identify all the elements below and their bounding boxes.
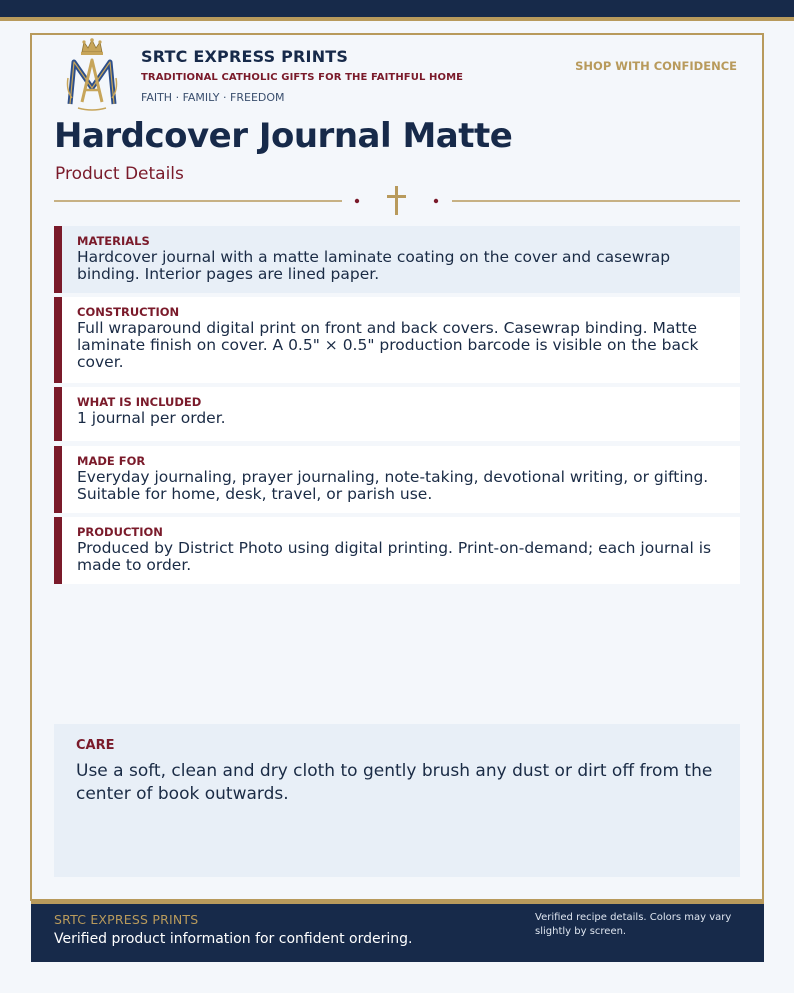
section-production (54, 517, 740, 584)
section-made-for (54, 446, 740, 513)
footer-brand: SRTC EXPRESS PRINTS (54, 912, 199, 927)
section-label: MATERIALS (77, 234, 150, 248)
top-gold-stripe (0, 17, 794, 21)
care-label: CARE (76, 738, 115, 753)
shop-with-confidence-label: SHOP WITH CONFIDENCE (575, 59, 737, 73)
brand-name: SRTC EXPRESS PRINTS (141, 47, 349, 66)
section-label: PRODUCTION (77, 525, 163, 539)
top-banner-bar (0, 0, 794, 17)
care-body: Use a soft, clean and dry cloth to gently brush any dust or dirt off from the center of book outwards. (76, 761, 713, 804)
page-title: Hardcover Journal Matte (54, 116, 513, 156)
cross-divider (54, 182, 740, 218)
section-body: Hardcover journal with a matte laminate coating on the cover and casewrap binding. Interior pages are lined paper. (77, 248, 671, 283)
page-subtitle: Product Details (55, 164, 184, 184)
brand-motto: FAITH · FAMILY · FREEDOM (141, 91, 285, 104)
section-label: CONSTRUCTION (77, 305, 180, 319)
marian-monogram-crown-icon (64, 38, 120, 112)
footer (31, 900, 764, 962)
section-body: Everyday journaling, prayer journaling, note-taking, devotional writing, or gifting. Suitable for home, desk, travel, or parish use. (77, 468, 709, 503)
section-what-is-included (54, 387, 740, 441)
footer-note: Verified recipe details. Colors may vary slightly by screen. (535, 912, 732, 937)
brand-tagline: TRADITIONAL CATHOLIC GIFTS FOR THE FAITHFUL HOME (141, 72, 464, 83)
section-body: 1 journal per order. (77, 409, 226, 427)
care-panel (54, 724, 740, 877)
section-body: Produced by District Photo using digital printing. Print-on-demand; each journal is made to order. (77, 539, 712, 574)
section-construction (54, 297, 740, 383)
footer-tagline: Verified product information for confident ordering. (54, 931, 413, 947)
section-body: Full wraparound digital print on front and back covers. Casewrap binding. Matte laminate finish on cover. A 0.5" × 0.5" production barcode is visible on the back cover. (77, 319, 699, 371)
section-materials (54, 226, 740, 293)
section-label: MADE FOR (77, 454, 146, 468)
section-label: WHAT IS INCLUDED (77, 395, 202, 409)
